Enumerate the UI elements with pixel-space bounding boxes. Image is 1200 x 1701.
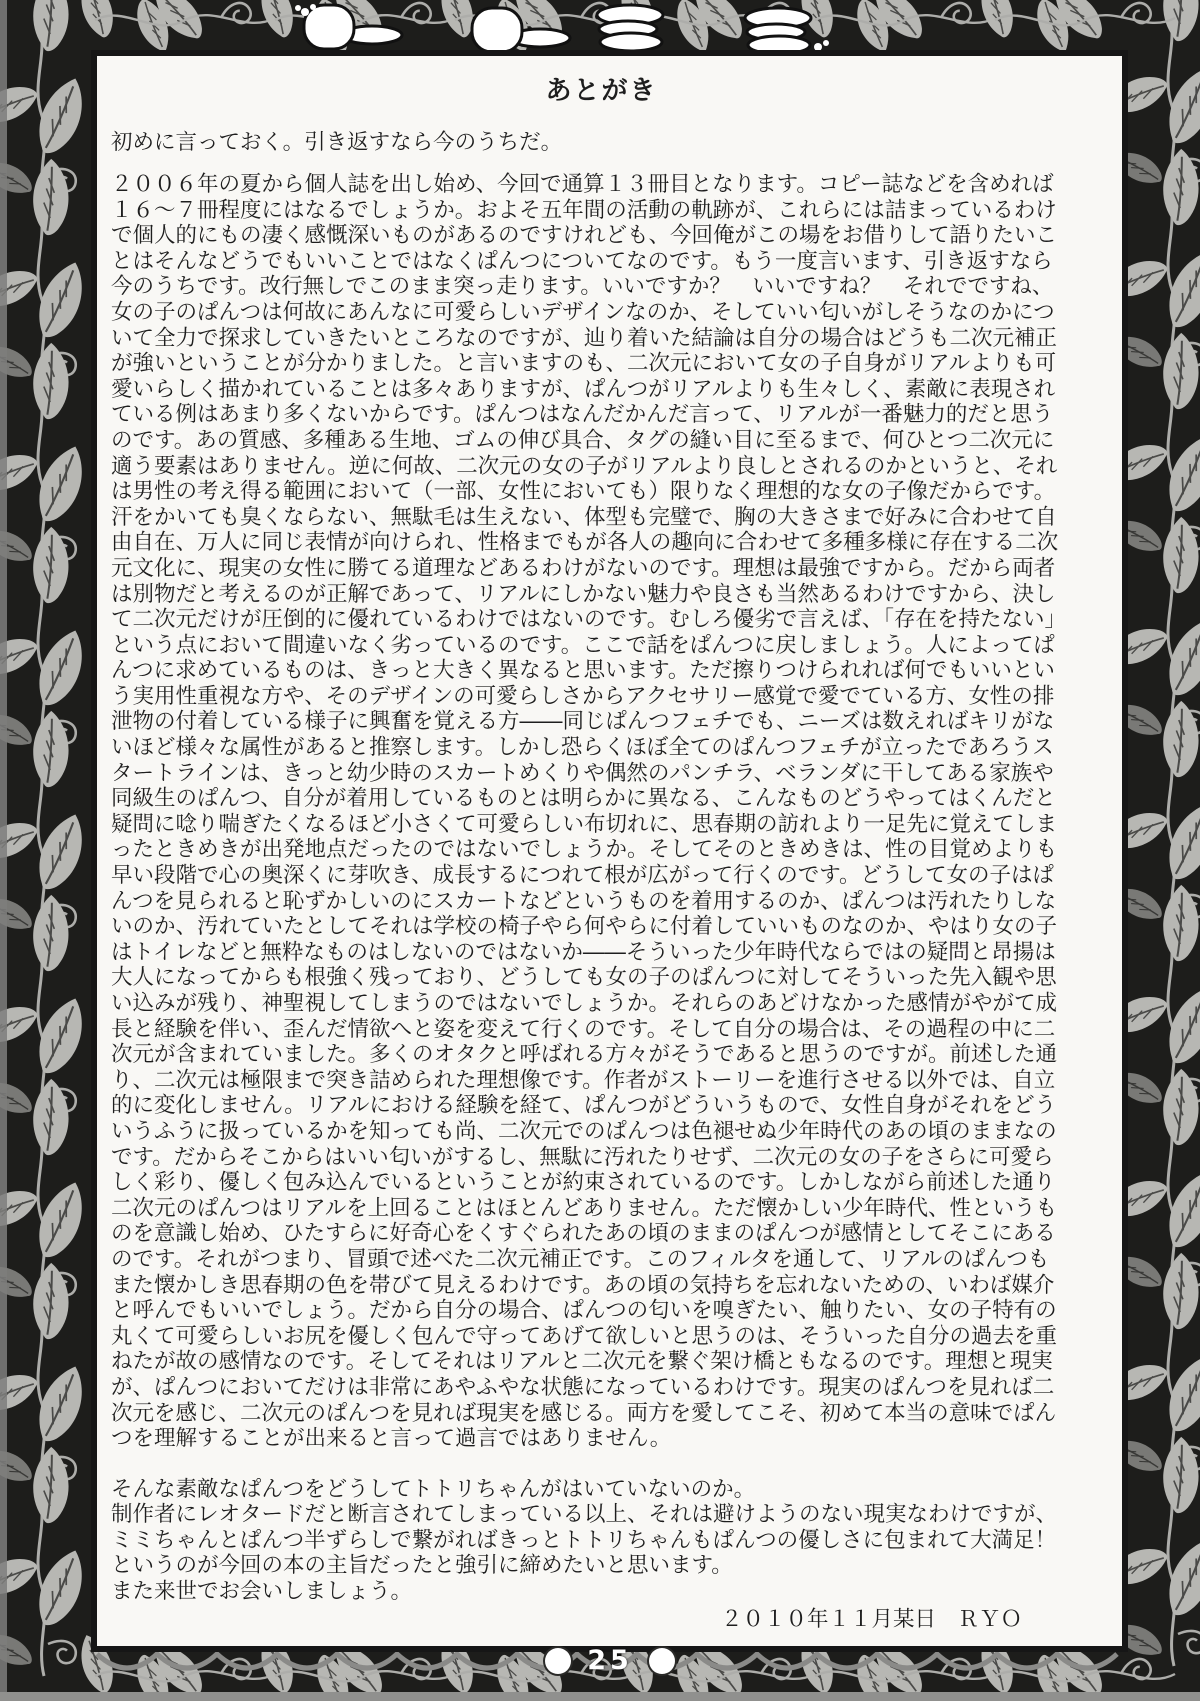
text-line: が、ぱんつにおいてだけは非常にあやふやな状態になっているわけです。現実のぱんつを見れば二	[111, 1374, 1055, 1400]
text-line: そんな素敵なぱんつをどうしてトトリちゃんがはいていないのか。	[111, 1476, 756, 1502]
text-line: はトイレなどと無粋なものはしないのではないか――そういった少年時代ならではの疑問と昂揚は	[111, 939, 1056, 965]
text-line: です。だからそこからはいい匂いがするし、無駄に汚れたりせず、二次元の女の子をさらに可愛ら	[111, 1144, 1054, 1170]
text-line: いて全力で探求していきたいところなのですが、辿り着いた結論は自分の場合はどうも二次元補正	[111, 325, 1058, 351]
text-line: 丸くて可愛らしいお尻を優しく包んで守ってあげて欲しいと思うのは、そういった自分の過去を重	[111, 1323, 1058, 1349]
text-line: て二次元だけが圧倒的に優れているわけではないのです。むしろ優劣で言えば、「存在を持たない」	[111, 607, 1067, 633]
text-line: 適う要素はありません。逆に何故、二次元の女の子がリアルより良しとされるのかというと、それ	[111, 453, 1058, 479]
text-line: のです。それがつまり、冒頭で述べた二次元補正です。このフィルタを通して、リアルのぱんつも	[111, 1246, 1050, 1272]
text-line: り、二次元は極限まで突き詰められた理想像です。作者がストーリーを進行させる以外では、自立	[111, 1067, 1056, 1093]
text-line: 早い段階で心の奥深くに芽吹き、成長するにつれて根が広がって行くのです。どうして女の子はぱ	[111, 863, 1054, 889]
footer-dot-icon	[545, 1648, 571, 1674]
bottom-edge-strip	[0, 1692, 1200, 1701]
text-line: 次元を感じ、二次元のぱんつを見れば現実を感じる。両方を愛してこそ、初めて本当の意味でぱん	[111, 1400, 1057, 1426]
text-line: と呼んでもいいでしょう。だから自分の場合、ぱんつの匂いを嗅ぎたい、触りたい、女の子特有の	[111, 1298, 1057, 1324]
text-line: いのか、汚れていたとしてそれは学校の椅子やら何やらに付着していいものなのか、やはり女の子	[111, 914, 1058, 940]
text-line: いほど様々な属性があると推察します。しかし恐らくほぼ全てのぱんつフェチが立ったであろうス	[111, 735, 1054, 761]
text-line: 今のうちです。改行無しでこのまま突っ走ります。いいですか？ いいですね？ それでですね、	[111, 274, 1054, 300]
text-line: また来世でお会いしましょう。	[111, 1579, 413, 1605]
text-line: 愛いらしく描かれていることは多々ありますが、ぱんつがリアルよりも生々しく、素敵に表現され	[111, 376, 1056, 402]
text-line: しく彩り、優しく包み込んでいるということが約束されているのです。しかしながら前述した通り	[111, 1170, 1056, 1196]
text-line: ミミちゃんとぱんつ半ずらしで繋がればきっとトトリちゃんもぱんつの優しさに包まれて大満足！	[111, 1527, 1057, 1553]
text-line: 長と経験を伴い、歪んだ情欲へと姿を変えて行くのです。そして自分の場合は、その過程の中に二	[111, 1016, 1056, 1042]
afterword-page	[91, 50, 1128, 1652]
text-line: で個人的にもの凄く感慨深いものがあるのですけれども、今回俺がこの場をお借りして語りたいこ	[111, 223, 1058, 249]
page-number: 25	[587, 1645, 633, 1676]
text-line: 同級生のぱんつ、自分が着用しているものとは明らかに異なる、こんなものどうやってはくんだと	[111, 786, 1056, 812]
text-line: う実用性重視な方や、そのデザインの可愛らしさからアクセサリー感覚で愛でている方、女性の排	[111, 683, 1055, 709]
page-title: あとがき	[545, 76, 658, 106]
text-line: また懐かしき思春期の色を帯びて見えるわけです。あの頃の気持ちを忘れないための、いわば媒介	[111, 1272, 1055, 1298]
text-line: いうふうに扱っているかを知っても尚、二次元でのぱんつは色褪せぬ少年時代のあの頃のままなの	[111, 1118, 1057, 1144]
text-line: 二次元のぱんつはリアルを上回ることはほとんどありません。ただ懐かしい少年時代、性というも	[111, 1195, 1058, 1221]
text-line: が強いということが分かりました。と言いますのも、二次元において女の子自身がリアルよりも可	[111, 351, 1057, 377]
text-line: い込みが残り、神聖視してしまうのではないでしょうか。それらのあどけなかった感情がやがて成	[111, 991, 1058, 1016]
plate-stack-icon	[745, 8, 811, 54]
text-line: というのが今回の本の主旨だったと強引に締めたいと思います。	[111, 1553, 733, 1579]
text-line: 汗をかいても臭くならない、無駄毛は生えない、体型も完璧で、胸の大きさまで好みに合わせて自	[111, 504, 1057, 530]
signature-date: ２０１０年１１月某日 ＲＹＯ	[720, 1606, 1022, 1632]
text-line: のを意識し始め、ひたすらに好奇心をくすぐられたあの頃のままのぱんつが感情としてそこにある	[111, 1221, 1056, 1247]
text-line: ている例はあまり多くないからです。ぱんつはなんだかんだ言って、リアルが一番魅力的だと思う	[111, 402, 1054, 428]
text-line: 由自在、万人に同じ表情が向けられ、性格までもが各人の趣向に合わせて多種多様に存在する二次	[111, 530, 1059, 556]
page-number-footer	[10, 1645, 1200, 1676]
text-line: １６～７冊程度にはなるでしょうか。およそ五年間の活動の軌跡が、これらには詰まっているわけ	[111, 197, 1057, 223]
text-line: 大人になってからも根強く残っており、どうしても女の子のぱんつに対してそういった先入観や思	[111, 965, 1057, 991]
text-line: 女の子のぱんつは何故にあんなに可愛らしいデザインなのか、そしていい匂いがしそうなのかにつ	[111, 299, 1055, 325]
text-line: 泄物の付着している様子に興奮を覚える方――同じぱんつフェチでも、ニーズは数えればキリがな	[111, 709, 1055, 735]
closing-block	[111, 1477, 1092, 1605]
afterword-body	[111, 172, 1092, 1452]
text-line: 制作者にレオタードだと断言されてしまっている以上、それは避けようのない現実なわけですが、	[111, 1502, 1058, 1528]
text-line: 的に変化しません。リアルにおける経験を経て、ぱんつがどういうもので、女性自身がそれをどう	[111, 1093, 1057, 1119]
text-line: んつに求めているものは、きっと大きく異なると思います。ただ擦りつけられれば何でもいいとい	[111, 658, 1055, 684]
text-line: ２００６年の夏から個人誌を出し始め、今回で通算１３冊目となります。コピー誌などを含めれば	[111, 172, 1054, 197]
text-line: んつを見られると恥ずかしいのにスカートなどというものを着用するのか、ぱんつは汚れたりしな	[111, 888, 1057, 914]
text-line: のです。あの質感、多種ある生地、ゴムの伸び具合、タグの縫い目に至るまで、何ひとつ二次元に	[111, 427, 1055, 453]
text-line: は男性の考え得る範囲において（一部、女性においても）限りなく理想的な女の子像だからです。	[111, 479, 1056, 505]
text-line: 元文化に、現実の女性に勝てる道理などあるわけがないのです。理想は最強ですから。だから両者	[111, 555, 1056, 581]
text-line: 次元が含まれていました。多くのオタクと呼ばれる方々がそうであると思うのですが。前述した通	[111, 1042, 1058, 1068]
text-line: ったときめきが出発地点だったのではないでしょうか。そしてそのときめきは、性の目覚めよりも	[111, 837, 1058, 863]
text-line: は別物だと考えるのが正解であって、リアルにしかない魅力や良さも当然あるわけですから、決し	[111, 581, 1056, 607]
left-edge-strip	[0, 0, 7, 1701]
text-line: 疑問に唸り喘ぎたくなるほど小さくて可愛らしい布切れに、思春期の訪れより一足先に覚えてしま	[111, 811, 1058, 837]
plate-stack-icon	[597, 5, 663, 51]
page-content	[97, 76, 1122, 1632]
text-line: つを理解することが出来ると言って過言ではありません。	[111, 1426, 672, 1452]
footer-dot-icon	[649, 1648, 675, 1674]
text-line: とはそんなどうでもいいことではなくぱんつについてなのです。もう一度言います、引き返すなら	[111, 248, 1053, 274]
text-line: という点において間違いなく劣っているのです。ここで話をぱんつに戻しましょう。人によってぱ	[111, 632, 1055, 658]
text-line: ねたが故の感情なのです。そしてそれはリアルと二次元を繋ぐ架け橋ともなるのです。理想と現実	[111, 1349, 1053, 1375]
text-line: タートラインは、きっと幼少時のスカートめくりや偶然のパンチラ、ベランダに干してある家族や	[111, 760, 1054, 786]
intro-line: 初めに言っておく。引き返すなら今のうちだ。	[111, 130, 563, 155]
